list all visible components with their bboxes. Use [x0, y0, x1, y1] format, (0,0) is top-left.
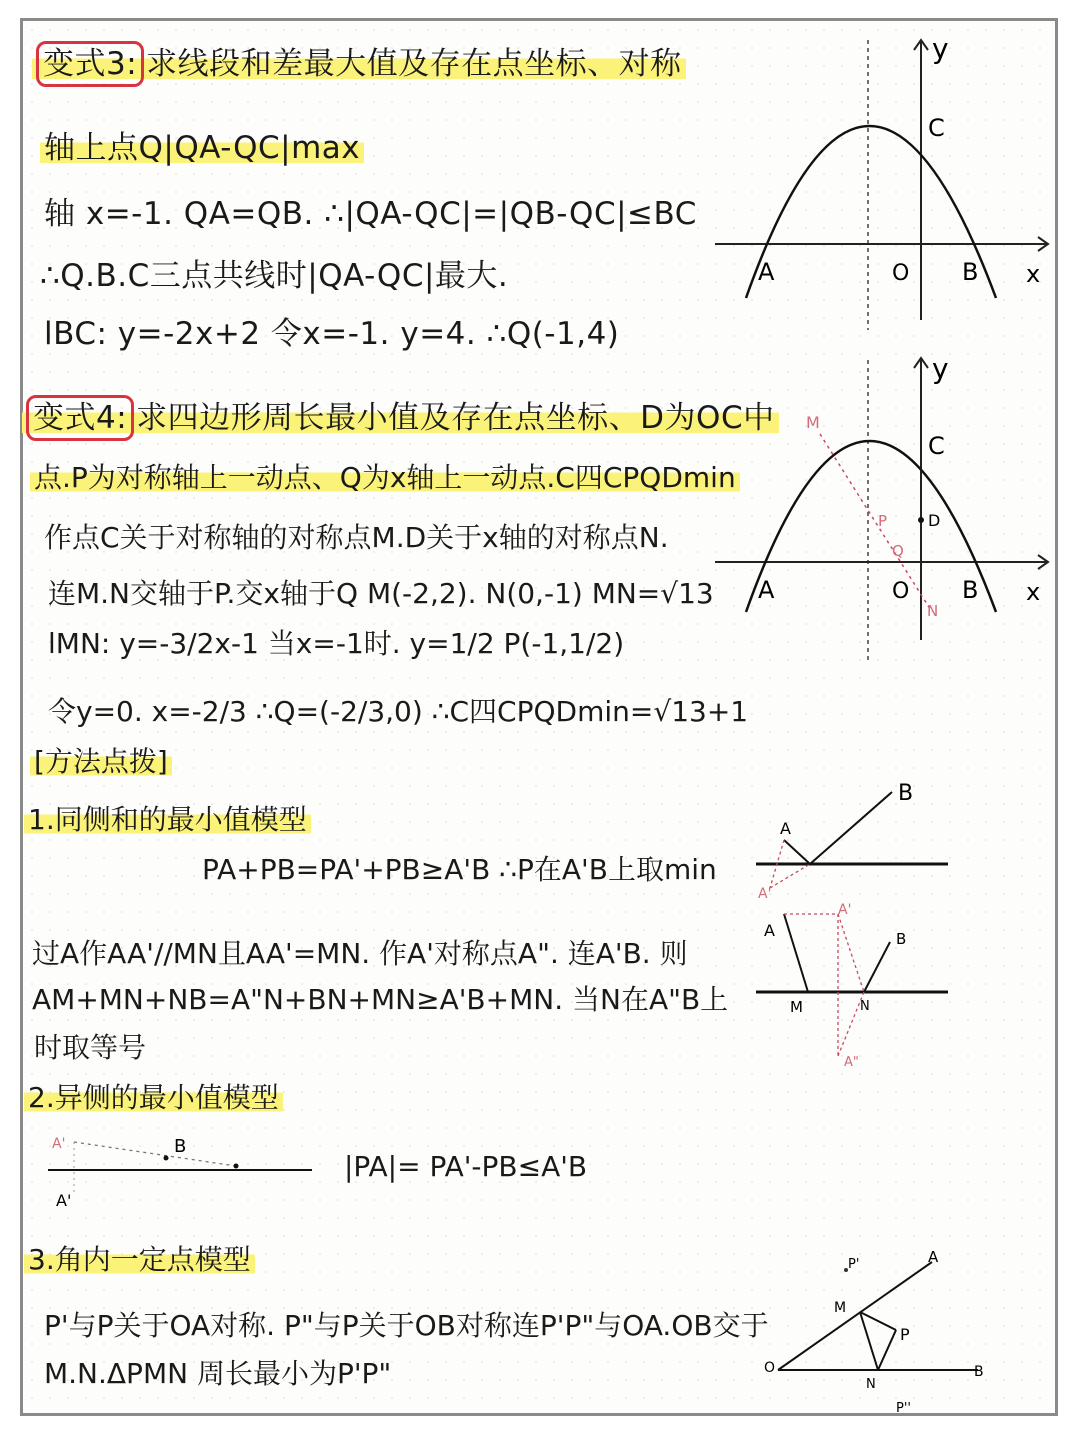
- method-item3-text2: M.N.ΔPMN 周长最小为P'P": [44, 1357, 392, 1390]
- fig4-label-M: M: [790, 998, 803, 1016]
- variant3-line1: 轴 x=-1. QA=QB. ∴|QA-QC|=|QB-QC|≤BC: [44, 196, 697, 232]
- fig2-label-y: y: [932, 352, 949, 385]
- variant4-line4: 令y=0. x=-2/3 ∴Q=(-2/3,0) ∴C四CPQDmin=√13+1: [48, 695, 749, 728]
- fig1-label-A: A: [758, 258, 775, 286]
- fig1-label-C: C: [928, 114, 945, 142]
- fig2-label-Q: Q: [892, 542, 904, 560]
- parabola-figure-1: [700, 30, 1060, 330]
- fig4-label-Ap: A': [838, 902, 852, 918]
- fig2-label-B: B: [962, 576, 979, 604]
- fig6-label-A: A: [928, 1248, 939, 1266]
- fig1-label-y: y: [932, 32, 949, 65]
- fig2-label-D: D: [928, 511, 941, 530]
- variant4-line1: 作点C关于对称轴的对称点M.D关于x轴的对称点N.: [44, 521, 669, 554]
- fig4-label-N: N: [860, 999, 870, 1014]
- method-item3-text1: P'与P关于OA对称. P"与P关于OB对称连P'P"与OA.OB交于: [44, 1309, 769, 1342]
- fig4-label-B: B: [896, 930, 907, 948]
- fig6-label-Pp: P': [848, 1257, 860, 1272]
- fig6-label-Ppp: P'': [896, 1401, 911, 1416]
- variant4-line3: lMN: y=-3/2x-1 当x=-1时. y=1/2 P(-1,1/2): [48, 627, 625, 660]
- variant3-title-line2: 轴上点Q|QA-QC|max: [40, 122, 364, 167]
- method-item1-title: 1.同侧和的最小值模型: [24, 798, 311, 838]
- parabola-figure-2: [700, 350, 1060, 670]
- fig6-label-P: P: [900, 1325, 910, 1344]
- variant4-title-line2: 点.P为对称轴上一动点、Q为x轴上一动点.C四CPQDmin: [30, 456, 740, 496]
- method-item1-text2: AM+MN+NB=A"N+BN+MN≥A'B+MN. 当N在A"B上: [32, 983, 729, 1016]
- method-item1-formula: PA+PB=PA'+PB≥A'B ∴P在A'B上取min: [202, 853, 717, 886]
- fig6-label-O: O: [764, 1360, 776, 1376]
- fig1-label-O: O: [892, 261, 910, 286]
- fig2-label-P: P: [878, 512, 888, 530]
- method-heading: [方法点拨]: [30, 740, 172, 780]
- fig5-label-A: A': [56, 1191, 72, 1210]
- opposite-side-figure: [40, 1128, 330, 1218]
- method-item1-text3: 时取等号: [34, 1031, 147, 1064]
- method-item3-title: 3.角内一定点模型: [24, 1238, 255, 1278]
- fig4-label-App: A": [844, 1055, 859, 1070]
- fig5-label-Ap: A': [52, 1136, 66, 1152]
- fig6-label-M: M: [834, 1300, 847, 1316]
- fig2-label-x: x: [1026, 578, 1041, 606]
- fig1-label-x: x: [1026, 260, 1041, 288]
- fig2-label-C: C: [928, 432, 945, 460]
- fig2-label-M: M: [806, 413, 820, 432]
- variant3-title-text: 求线段和差最大值及存在点坐标、对称: [146, 46, 682, 82]
- fig2-label-A: A: [758, 576, 775, 604]
- variant3-title: [32, 38, 686, 83]
- variant3-tag: 变式3:: [36, 41, 144, 87]
- fig2-label-N: N: [927, 602, 939, 620]
- fig6-label-N: N: [866, 1377, 876, 1392]
- fig5-label-B: B: [174, 1136, 187, 1157]
- fig3-label-Ap: A': [758, 886, 772, 902]
- method-item2-formula: |PA|= PA'-PB≤A'B: [344, 1150, 588, 1183]
- fig6-label-B: B: [974, 1364, 984, 1380]
- variant4-title-text: 求四边形周长最小值及存在点坐标、D为OC中: [136, 400, 775, 436]
- variant4-tag: 变式4:: [26, 395, 134, 441]
- angle-point-figure: [756, 1240, 1006, 1418]
- fig1-label-B: B: [962, 258, 979, 286]
- bridge-figure: [740, 896, 960, 1076]
- same-side-figure: [740, 770, 960, 910]
- fig3-label-A: A: [780, 819, 791, 838]
- variant4-title: [22, 392, 779, 437]
- fig4-label-A: A: [764, 921, 775, 940]
- variant4-line2: 连M.N交轴于P.交x轴于Q M(-2,2). N(0,-1) MN=√13: [48, 577, 714, 610]
- method-item1-text1: 过A作AA'//MN且AA'=MN. 作A'对称点A". 连A'B. 则: [32, 937, 688, 970]
- variant3-line2: ∴Q.B.C三点共线时|QA-QC|最大.: [40, 258, 509, 294]
- method-item2-title: 2.异侧的最小值模型: [24, 1076, 283, 1116]
- fig3-label-B: B: [898, 781, 914, 806]
- variant3-line3: lBC: y=-2x+2 令x=-1. y=4. ∴Q(-1,4): [44, 316, 620, 352]
- fig2-label-O: O: [892, 579, 910, 604]
